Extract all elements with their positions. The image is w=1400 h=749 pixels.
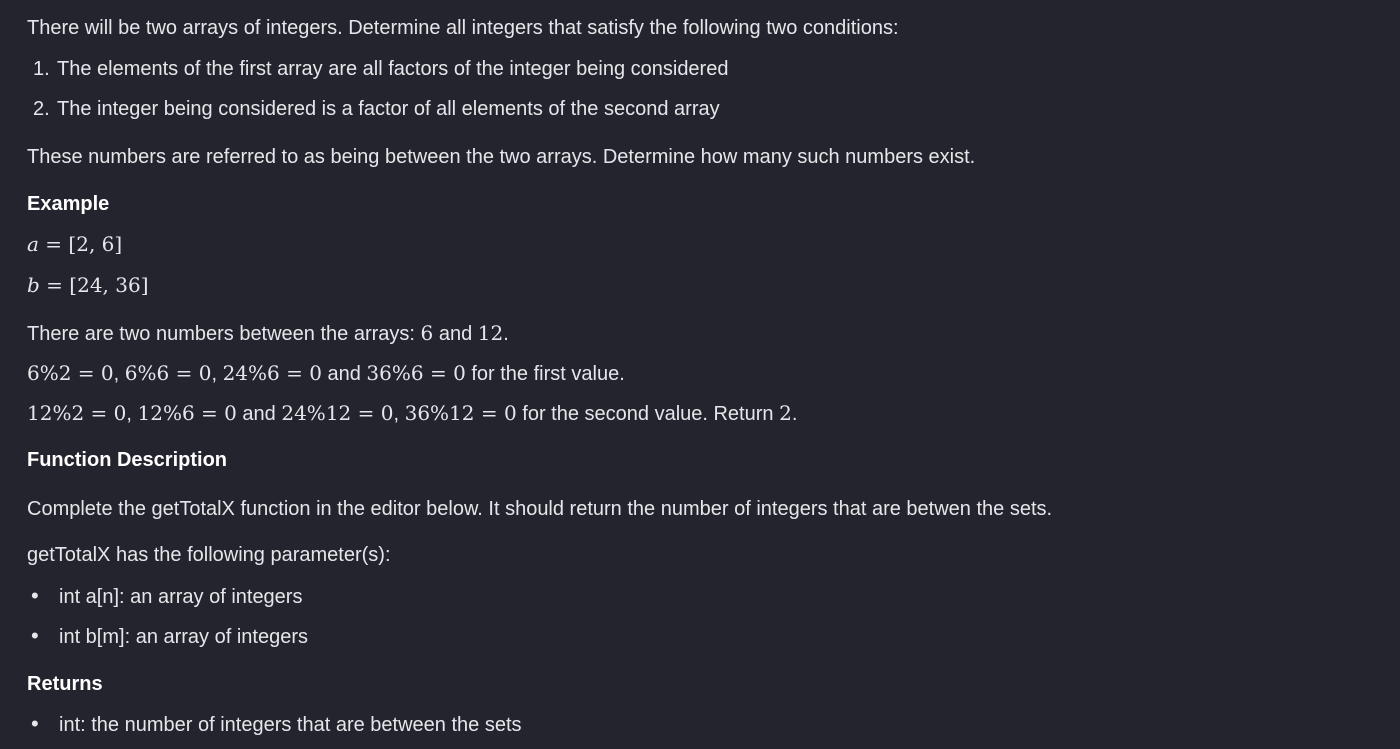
returns-heading: Returns — [27, 673, 103, 695]
math-expression: 36%6 = 0 — [366, 361, 466, 385]
separator-text: , — [113, 363, 125, 385]
params-intro: getTotalX has the following parameter(s): — [27, 544, 391, 566]
return-text: int: the number of integers that are between the sets — [59, 714, 522, 736]
variable-a: a — [27, 232, 39, 256]
math-expression: 24%12 = 0 — [281, 401, 394, 425]
math-expression: 12%2 = 0 — [27, 401, 127, 425]
between-text: These numbers are referred to as being between the two arrays. Determine how many such numbers exist. — [27, 146, 976, 168]
math-expression: 6%2 = 0 — [27, 361, 114, 385]
condition-item — [27, 56, 728, 82]
param-text: int a[n]: an array of integers — [59, 586, 303, 608]
second-value-explanation — [27, 400, 797, 427]
array-a-definition — [27, 231, 122, 257]
separator-text: , — [126, 403, 138, 425]
variable-b: b — [27, 273, 40, 297]
param-item — [27, 623, 308, 650]
separator-text: and — [236, 403, 282, 425]
separator-text: , — [393, 403, 405, 425]
condition-text: The integer being considered is a factor of all elements of the second array — [57, 98, 720, 120]
bullet-icon: • — [31, 711, 39, 736]
bullet-icon: • — [31, 623, 39, 648]
separator-text: for the second value. Return — [516, 403, 780, 425]
example-summary — [27, 320, 509, 347]
math-expression: 6%6 = 0 — [124, 361, 212, 385]
math-expression: 12%6 = 0 — [137, 401, 237, 425]
list-number: 2. — [33, 98, 50, 120]
param-item — [27, 583, 302, 610]
array-a-values: = [2, 6] — [38, 232, 123, 256]
separator-text: and — [321, 363, 367, 385]
condition-item — [27, 96, 720, 122]
example-heading: Example — [27, 193, 110, 215]
list-number: 1. — [33, 58, 50, 80]
separator-text: for the first value. — [465, 363, 625, 385]
intro-text: There will be two arrays of integers. Determine all integers that satisfy the following two conditions: — [27, 17, 899, 39]
array-b-definition — [27, 272, 149, 298]
return-item — [27, 711, 522, 738]
separator-text: , — [211, 363, 223, 385]
function-description-heading: Function Description — [27, 449, 227, 471]
bullet-icon: • — [31, 583, 39, 608]
summary-text: and — [433, 323, 478, 345]
separator-text: . — [791, 403, 798, 425]
math-value: 12 — [477, 321, 504, 345]
math-expression: 24%6 = 0 — [222, 361, 322, 385]
first-value-explanation — [27, 360, 625, 387]
array-b-values: = [24, 36] — [39, 273, 149, 297]
param-text: int b[m]: an array of integers — [59, 626, 309, 648]
summary-text: . — [503, 323, 509, 345]
condition-text: The elements of the first array are all factors of the integer being considered — [57, 58, 729, 80]
math-value: 2 — [779, 401, 792, 425]
math-expression: 36%12 = 0 — [404, 401, 517, 425]
math-value: 6 — [420, 321, 434, 345]
function-description-text: Complete the getTotalX function in the editor below. It should return the number of integers that are betwen the sets. — [27, 498, 1053, 520]
summary-text: There are two numbers between the arrays: — [27, 323, 421, 345]
